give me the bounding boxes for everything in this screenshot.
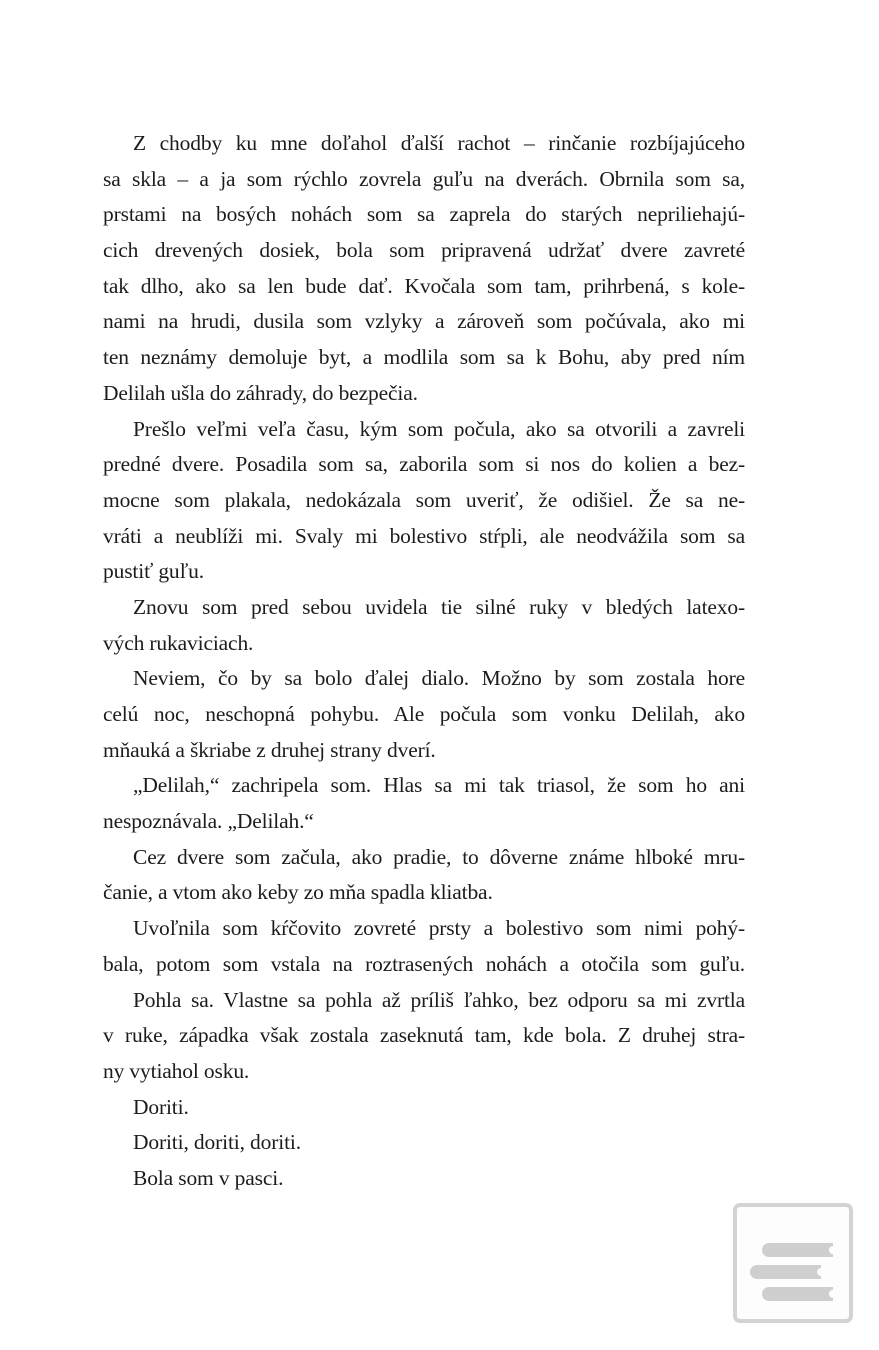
text-line: Neviem, čo by sa bolo ďalej dialo. Možno by som zostala hore bbox=[133, 666, 745, 691]
book-top bbox=[762, 1243, 833, 1257]
text-line: „Delilah,“ zachripela som. Hlas sa mi tak triasol, že som ho ani bbox=[133, 773, 745, 798]
text-line: v ruke, západka však zostala zaseknutá tam, kde bola. Z druhej stra- bbox=[103, 1023, 745, 1048]
text-line: sa skla – a ja som rýchlo zovrela guľu na dverách. Obrnila som sa, bbox=[103, 166, 745, 191]
text-line: nespoznávala. „Delilah.“ bbox=[103, 809, 314, 834]
text-line: Uvoľnila som kŕčovito zovreté prsty a bolestivo som nimi pohý- bbox=[133, 916, 745, 941]
text-line: mňauká a škriabe z druhej strany dverí. bbox=[103, 737, 436, 762]
text-line: ten neznámy demoluje byt, a modlila som sa k Bohu, aby pred ním bbox=[103, 345, 745, 370]
text-line: prstami na bosých nohách som sa zaprela do starých nepriliehajú- bbox=[103, 202, 745, 227]
text-line: cich drevených dosiek, bola som pripravená udržať dvere zavreté bbox=[103, 238, 745, 263]
text-line: Z chodby ku mne doľahol ďalší rachot – rinčanie rozbíjajúceho bbox=[133, 131, 745, 155]
text-line: nami na hrudi, dusila som vzlyky a zároveň som počúvala, ako mi bbox=[103, 309, 745, 334]
books-stack-icon bbox=[737, 1207, 849, 1319]
text-line: Doriti, doriti, doriti. bbox=[133, 1130, 301, 1155]
text-line: čanie, a vtom ako keby zo mňa spadla kliatba. bbox=[103, 880, 493, 905]
text-line: Pohla sa. Vlastne sa pohla až príliš ľahko, bez odporu sa mi zvrtla bbox=[133, 987, 745, 1012]
text-line: Delilah ušla do záhrady, do bezpečia. bbox=[103, 380, 418, 405]
text-line: Cez dvere som začula, ako pradie, to dôverne známe hlboké mru- bbox=[133, 844, 745, 869]
book-bottom bbox=[762, 1287, 833, 1301]
book-page-text bbox=[103, 126, 745, 1197]
text-line: Bola som v pasci. bbox=[133, 1165, 284, 1190]
books-stack-logo bbox=[733, 1203, 853, 1323]
text-line: ny vytiahol osku. bbox=[103, 1058, 250, 1083]
text-line: mocne som plakala, nedokázala som uveriť, že odišiel. Že sa ne- bbox=[103, 487, 745, 512]
text-line: Znovu som pred sebou uvidela tie silné ruky v bledých latexo- bbox=[133, 594, 745, 619]
text-line: Doriti. bbox=[133, 1094, 189, 1119]
text-line: Prešlo veľmi veľa času, kým som počula, ako sa otvorili a zavreli bbox=[133, 416, 745, 441]
text-line: pustiť guľu. bbox=[103, 559, 204, 584]
text-line: celú noc, neschopná pohybu. Ale počula som vonku Delilah, ako bbox=[103, 702, 745, 726]
text-line: tak dlho, ako sa len bude dať. Kvočala som tam, prihrbená, s kole- bbox=[103, 273, 745, 298]
text-line: vráti a neublíži mi. Svaly mi bolestivo stŕpli, ale neodvážila som sa bbox=[103, 523, 745, 548]
text-line: predné dvere. Posadila som sa, zaborila som si nos do kolien a bez- bbox=[103, 452, 745, 477]
text-line: vých rukaviciach. bbox=[103, 630, 254, 655]
book-middle bbox=[750, 1265, 821, 1279]
text-line: bala, potom som vstala na roztrasených nohách a otočila som guľu. bbox=[103, 951, 745, 976]
